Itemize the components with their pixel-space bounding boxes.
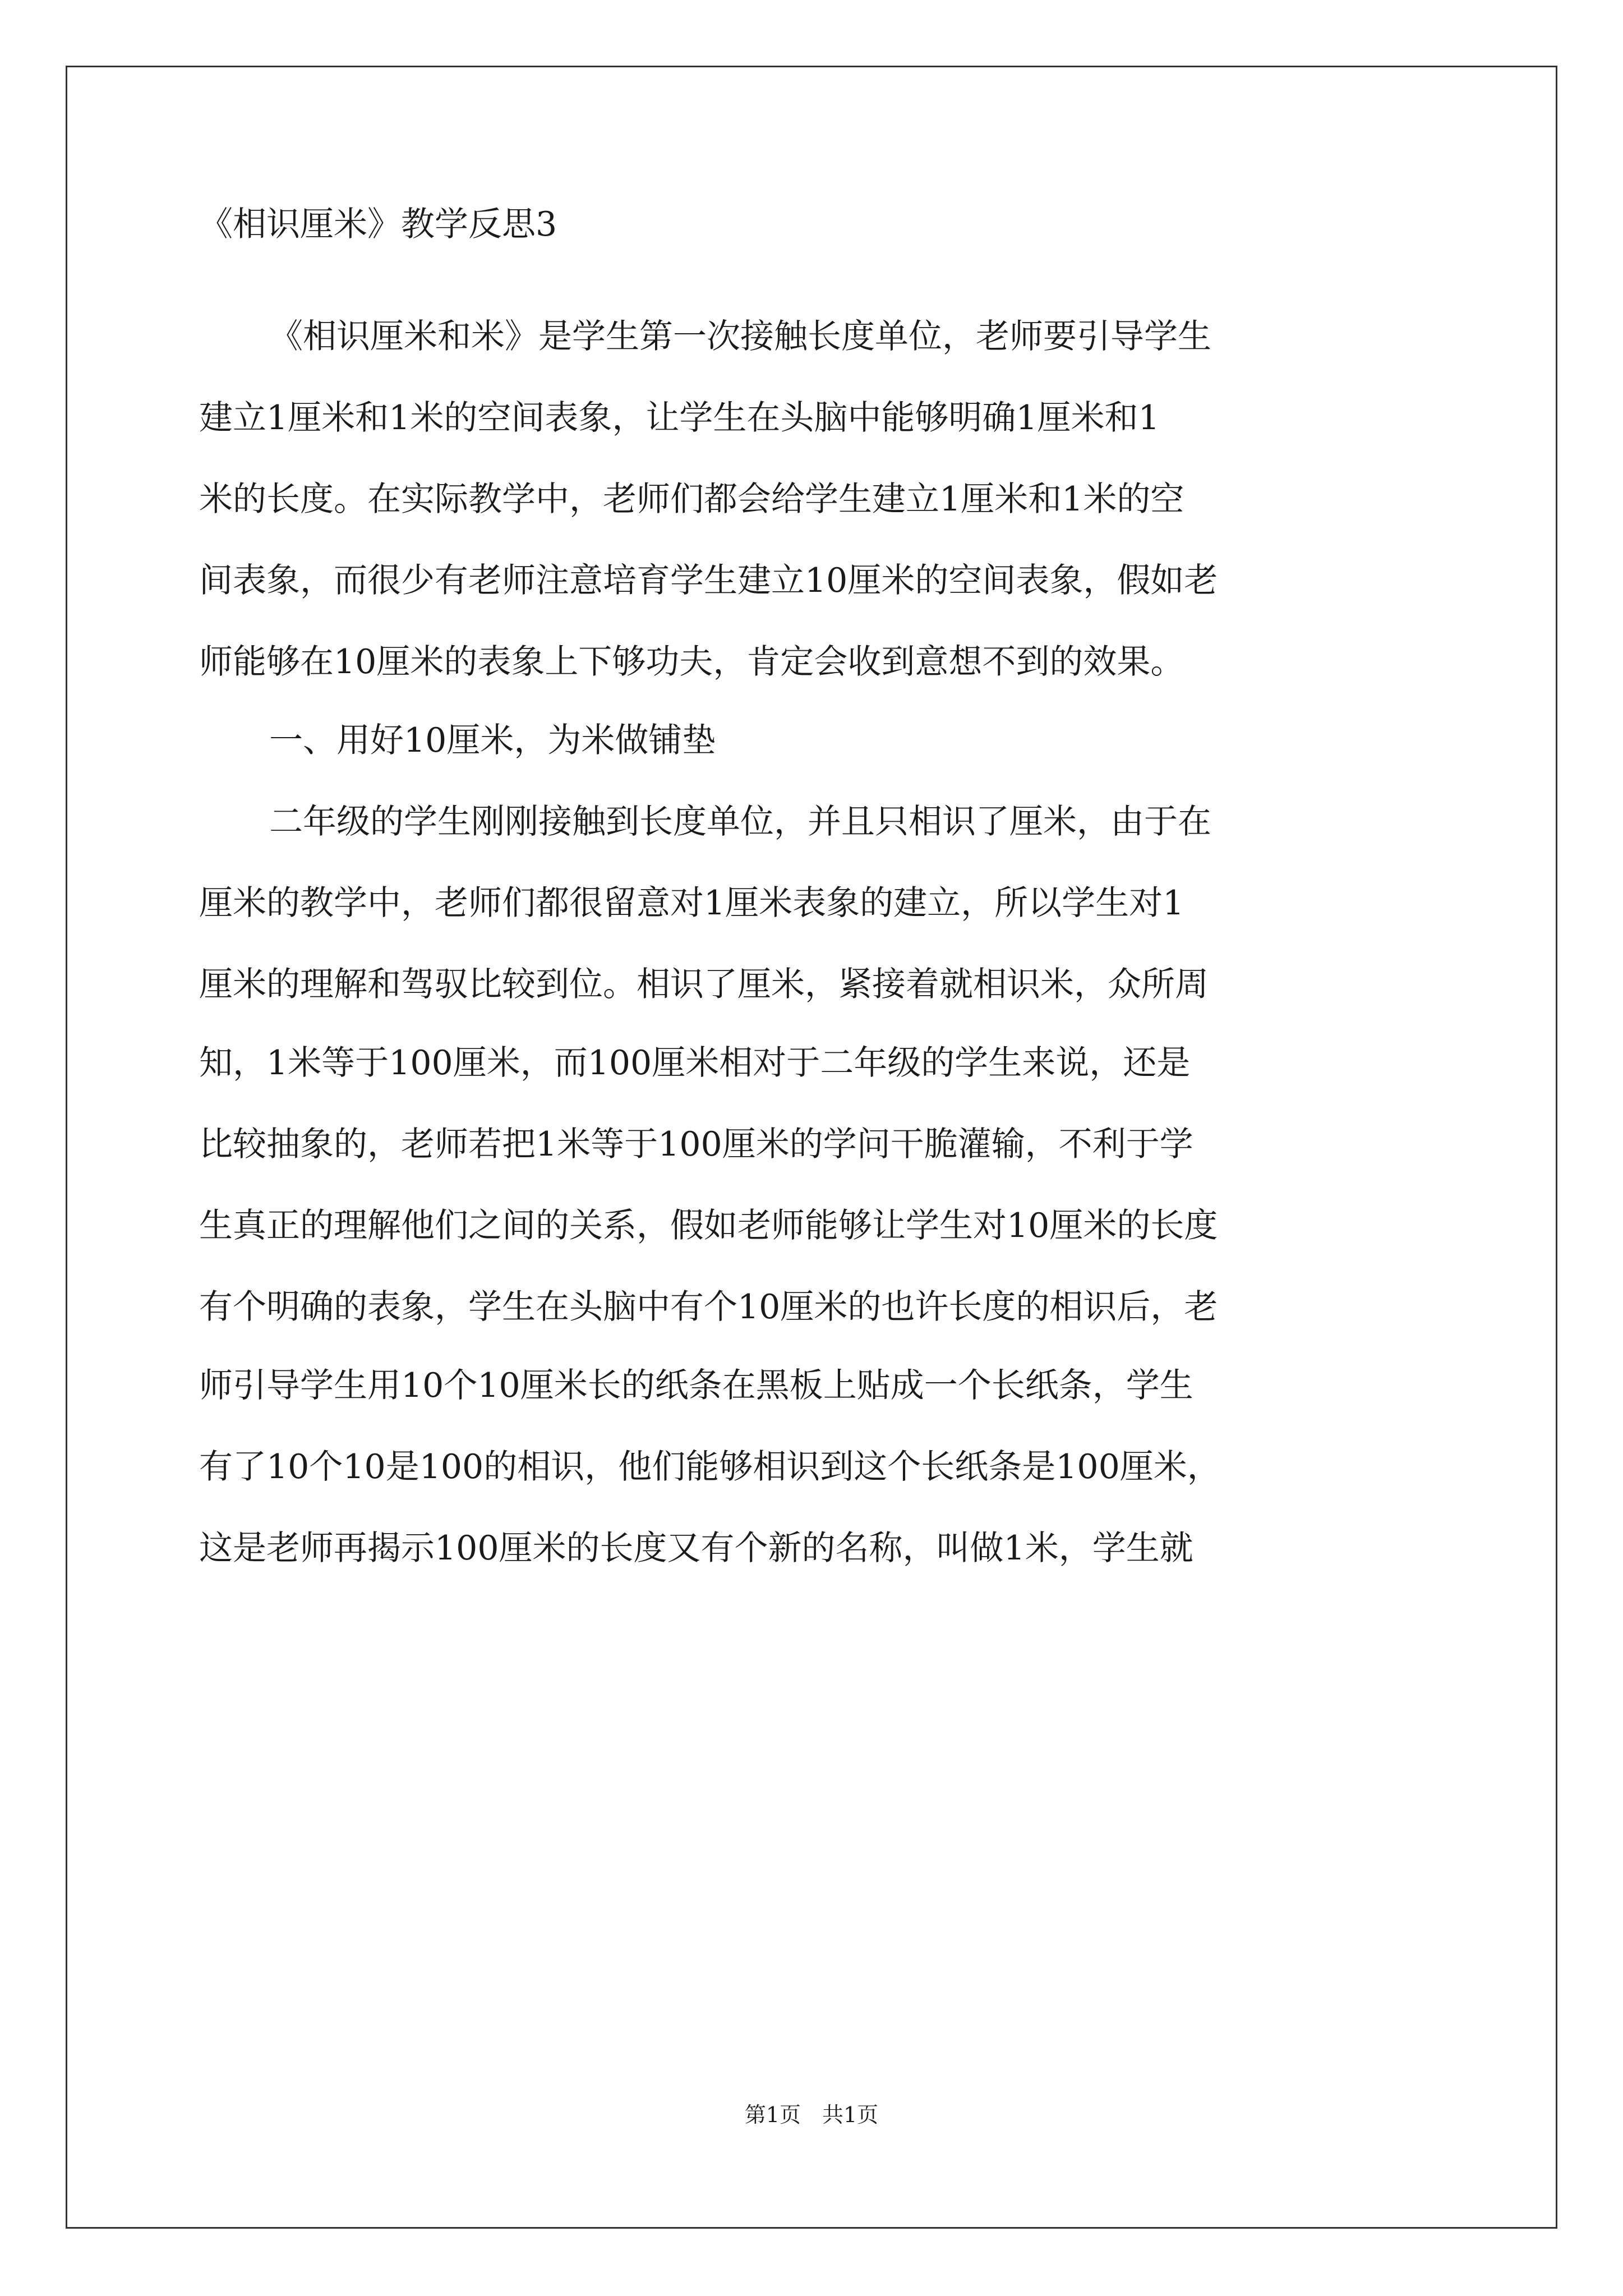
paragraph-2-line-6: 生真正的理解他们之间的关系，假如老师能够让学生对10厘米的长度 <box>199 1206 1218 1245</box>
paragraph-2-line-7: 有个明确的表象，学生在头脑中有个10厘米的也许长度的相识后，老 <box>199 1287 1218 1327</box>
paragraph-2-line-8: 师引导学生用10个10厘米长的纸条在黑板上贴成一个长纸条，学生 <box>199 1366 1193 1405</box>
paragraph-2-line-1: 二年级的学生刚刚接触到长度单位，并且只相识了厘米，由于在 <box>269 802 1211 841</box>
paragraph-2-line-4: 知，1米等于100厘米，而100厘米相对于二年级的学生来说，还是 <box>199 1043 1191 1083</box>
paragraph-1-line-4: 间表象，而很少有老师注意培育学生建立10厘米的空间表象，假如老 <box>199 561 1218 600</box>
page-footer: 第1页 共1页 <box>744 2102 879 2127</box>
paragraph-2-line-5: 比较抽象的，老师若把1米等于100厘米的学问干脆灌输，不利于学 <box>199 1125 1193 1164</box>
paragraph-2-line-10: 这是老师再揭示100厘米的长度又有个新的名称，叫做1米，学生就 <box>199 1529 1193 1568</box>
paragraph-2-line-9: 有了10个10是100的相识，他们能够相识到这个长纸条是100厘米， <box>199 1447 1221 1487</box>
document-title: 《相识厘米》教学反思3 <box>199 205 557 244</box>
section-heading: 一、用好10厘米，为米做铺垫 <box>269 721 716 760</box>
paragraph-1-line-3: 米的长度。在实际教学中，老师们都会给学生建立1厘米和1米的空 <box>199 480 1184 519</box>
paragraph-2-line-3: 厘米的理解和驾驭比较到位。相识了厘米，紧接着就相识米，众所周 <box>199 965 1209 1004</box>
paragraph-1-line-5: 师能够在10厘米的表象上下够功夫，肯定会收到意想不到的效果。 <box>199 642 1184 682</box>
paragraph-2-line-2: 厘米的教学中，老师们都很留意对1厘米表象的建立，所以学生对1 <box>199 884 1184 923</box>
paragraph-1-line-2: 建立1厘米和1米的空间表象，让学生在头脑中能够明确1厘米和1 <box>199 398 1160 438</box>
paragraph-1-line-1: 《相识厘米和米》是学生第一次接触长度单位，老师要引导学生 <box>269 317 1211 356</box>
